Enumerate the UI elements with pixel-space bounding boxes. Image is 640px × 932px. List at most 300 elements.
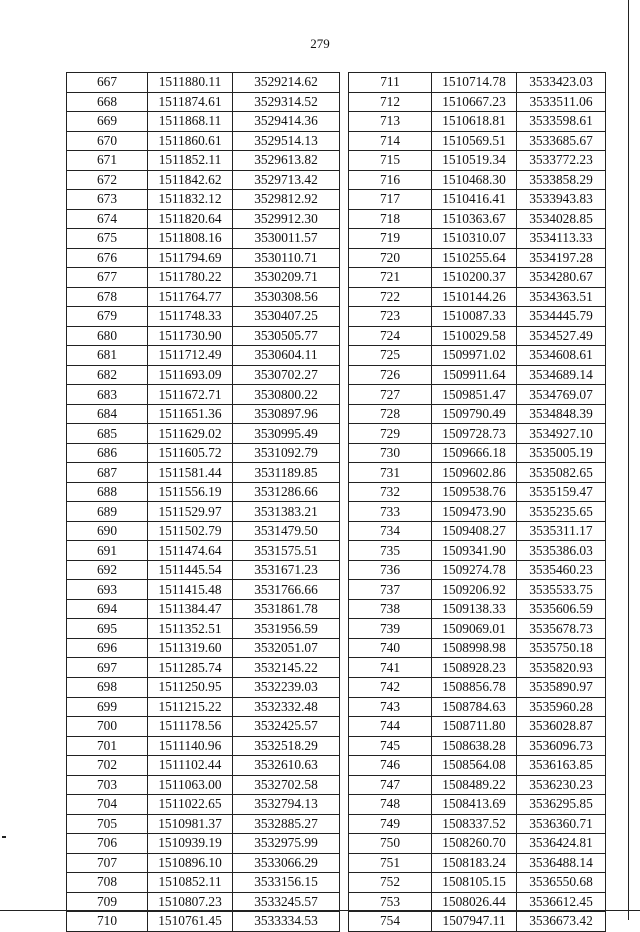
point-number-cell: 744 (349, 717, 432, 737)
point-number-cell: 688 (67, 482, 148, 502)
table-row (349, 209, 606, 229)
y-coordinate-cell: 3530110.71 (233, 248, 340, 268)
point-number-cell: 737 (349, 580, 432, 600)
point-number-cell: 677 (67, 268, 148, 288)
table-row (67, 346, 340, 366)
y-coordinate-cell: 3530505.77 (233, 326, 340, 346)
y-coordinate-cell: 3531479.50 (233, 521, 340, 541)
x-coordinate-cell: 1511556.19 (148, 482, 233, 502)
point-number-cell: 702 (67, 756, 148, 776)
coordinates-table-left (66, 72, 340, 932)
table-row (349, 892, 606, 912)
y-coordinate-cell: 3530209.71 (233, 268, 340, 288)
point-number-cell: 694 (67, 599, 148, 619)
point-number-cell: 693 (67, 580, 148, 600)
y-coordinate-cell: 3534848.39 (517, 404, 606, 424)
y-coordinate-cell: 3531189.85 (233, 463, 340, 483)
y-coordinate-cell: 3531956.59 (233, 619, 340, 639)
x-coordinate-cell: 1511474.64 (148, 541, 233, 561)
y-coordinate-cell: 3530011.57 (233, 229, 340, 249)
y-coordinate-cell: 3536550.68 (517, 873, 606, 893)
table-row (349, 658, 606, 678)
table-row (67, 209, 340, 229)
x-coordinate-cell: 1509473.90 (432, 502, 517, 522)
point-number-cell: 716 (349, 170, 432, 190)
point-number-cell: 722 (349, 287, 432, 307)
scan-edge-line-right (628, 0, 629, 920)
table-row (67, 443, 340, 463)
point-number-cell: 669 (67, 112, 148, 132)
table-row (67, 404, 340, 424)
point-number-cell: 743 (349, 697, 432, 717)
x-coordinate-cell: 1511285.74 (148, 658, 233, 678)
x-coordinate-cell: 1511730.90 (148, 326, 233, 346)
y-coordinate-cell: 3530702.27 (233, 365, 340, 385)
point-number-cell: 707 (67, 853, 148, 873)
y-coordinate-cell: 3535082.65 (517, 463, 606, 483)
y-coordinate-cell: 3532425.57 (233, 717, 340, 737)
table-row (349, 190, 606, 210)
point-number-cell: 690 (67, 521, 148, 541)
table-row (349, 814, 606, 834)
x-coordinate-cell: 1511140.96 (148, 736, 233, 756)
y-coordinate-cell: 3529812.92 (233, 190, 340, 210)
point-number-cell: 730 (349, 443, 432, 463)
table-row (67, 814, 340, 834)
table-row (349, 73, 606, 93)
point-number-cell: 673 (67, 190, 148, 210)
y-coordinate-cell: 3534769.07 (517, 385, 606, 405)
x-coordinate-cell: 1510029.58 (432, 326, 517, 346)
point-number-cell: 736 (349, 560, 432, 580)
y-coordinate-cell: 3532885.27 (233, 814, 340, 834)
y-coordinate-cell: 3533943.83 (517, 190, 606, 210)
x-coordinate-cell: 1509341.90 (432, 541, 517, 561)
point-number-cell: 684 (67, 404, 148, 424)
x-coordinate-cell: 1510852.11 (148, 873, 233, 893)
table-row (349, 482, 606, 502)
point-number-cell: 725 (349, 346, 432, 366)
table-row (67, 229, 340, 249)
table-row (349, 560, 606, 580)
y-coordinate-cell: 3536612.45 (517, 892, 606, 912)
y-coordinate-cell: 3533685.67 (517, 131, 606, 151)
table-row (67, 131, 340, 151)
x-coordinate-cell: 1510569.51 (432, 131, 517, 151)
table-row (67, 502, 340, 522)
table-row (67, 521, 340, 541)
point-number-cell: 740 (349, 638, 432, 658)
y-coordinate-cell: 3530308.56 (233, 287, 340, 307)
table-row (349, 463, 606, 483)
point-number-cell: 689 (67, 502, 148, 522)
table-row (349, 443, 606, 463)
point-number-cell: 717 (349, 190, 432, 210)
table-row (67, 892, 340, 912)
point-number-cell: 697 (67, 658, 148, 678)
table-row (349, 502, 606, 522)
table-row (349, 365, 606, 385)
x-coordinate-cell: 1509911.64 (432, 365, 517, 385)
table-row (349, 229, 606, 249)
y-coordinate-cell: 3529514.13 (233, 131, 340, 151)
point-number-cell: 670 (67, 131, 148, 151)
table-row (67, 756, 340, 776)
x-coordinate-cell: 1509971.02 (432, 346, 517, 366)
y-coordinate-cell: 3531092.79 (233, 443, 340, 463)
x-coordinate-cell: 1508413.69 (432, 795, 517, 815)
table-row (349, 287, 606, 307)
table-row (67, 287, 340, 307)
table-row (349, 619, 606, 639)
x-coordinate-cell: 1511672.71 (148, 385, 233, 405)
point-number-cell: 682 (67, 365, 148, 385)
table-row (67, 795, 340, 815)
x-coordinate-cell: 1508856.78 (432, 677, 517, 697)
x-coordinate-cell: 1511352.51 (148, 619, 233, 639)
y-coordinate-cell: 3532332.48 (233, 697, 340, 717)
y-coordinate-cell: 3536488.14 (517, 853, 606, 873)
x-coordinate-cell: 1510310.07 (432, 229, 517, 249)
x-coordinate-cell: 1508105.15 (432, 873, 517, 893)
table-row (349, 112, 606, 132)
table-row (67, 638, 340, 658)
x-coordinate-cell: 1511808.16 (148, 229, 233, 249)
page-number: 279 (310, 36, 330, 51)
x-coordinate-cell: 1509206.92 (432, 580, 517, 600)
table-row (67, 717, 340, 737)
table-row (349, 248, 606, 268)
point-number-cell: 704 (67, 795, 148, 815)
y-coordinate-cell: 3534689.14 (517, 365, 606, 385)
point-number-cell: 748 (349, 795, 432, 815)
y-coordinate-cell: 3532610.63 (233, 756, 340, 776)
y-coordinate-cell: 3532518.29 (233, 736, 340, 756)
x-coordinate-cell: 1510255.64 (432, 248, 517, 268)
point-number-cell: 706 (67, 834, 148, 854)
table-row (349, 131, 606, 151)
x-coordinate-cell: 1511629.02 (148, 424, 233, 444)
y-coordinate-cell: 3534280.67 (517, 268, 606, 288)
table-row (349, 677, 606, 697)
table-row (349, 638, 606, 658)
y-coordinate-cell: 3529613.82 (233, 151, 340, 171)
x-coordinate-cell: 1508711.80 (432, 717, 517, 737)
table-row (67, 385, 340, 405)
y-coordinate-cell: 3535750.18 (517, 638, 606, 658)
table-row (349, 795, 606, 815)
x-coordinate-cell: 1507947.11 (432, 912, 517, 932)
table-row (67, 560, 340, 580)
point-number-cell: 705 (67, 814, 148, 834)
y-coordinate-cell: 3534113.33 (517, 229, 606, 249)
point-number-cell: 667 (67, 73, 148, 93)
point-number-cell: 731 (349, 463, 432, 483)
point-number-cell: 753 (349, 892, 432, 912)
y-coordinate-cell: 3535311.17 (517, 521, 606, 541)
y-coordinate-cell: 3534197.28 (517, 248, 606, 268)
point-number-cell: 719 (349, 229, 432, 249)
point-number-cell: 680 (67, 326, 148, 346)
x-coordinate-cell: 1509851.47 (432, 385, 517, 405)
table-row (349, 541, 606, 561)
y-coordinate-cell: 3531861.78 (233, 599, 340, 619)
table-row (67, 92, 340, 112)
point-number-cell: 678 (67, 287, 148, 307)
x-coordinate-cell: 1510761.45 (148, 912, 233, 932)
x-coordinate-cell: 1511445.54 (148, 560, 233, 580)
y-coordinate-cell: 3531766.66 (233, 580, 340, 600)
x-coordinate-cell: 1508489.22 (432, 775, 517, 795)
y-coordinate-cell: 3536163.85 (517, 756, 606, 776)
x-coordinate-cell: 1511842.62 (148, 170, 233, 190)
y-coordinate-cell: 3532145.22 (233, 658, 340, 678)
y-coordinate-cell: 3534608.61 (517, 346, 606, 366)
table-row (67, 482, 340, 502)
y-coordinate-cell: 3533858.29 (517, 170, 606, 190)
y-coordinate-cell: 3530800.22 (233, 385, 340, 405)
point-number-cell: 738 (349, 599, 432, 619)
y-coordinate-cell: 3529713.42 (233, 170, 340, 190)
table-row (67, 541, 340, 561)
x-coordinate-cell: 1511880.11 (148, 73, 233, 93)
point-number-cell: 679 (67, 307, 148, 327)
x-coordinate-cell: 1511178.56 (148, 717, 233, 737)
y-coordinate-cell: 3536360.71 (517, 814, 606, 834)
y-coordinate-cell: 3536230.23 (517, 775, 606, 795)
point-number-cell: 687 (67, 463, 148, 483)
x-coordinate-cell: 1510981.37 (148, 814, 233, 834)
table-row (67, 775, 340, 795)
x-coordinate-cell: 1508928.23 (432, 658, 517, 678)
table-row (349, 697, 606, 717)
y-coordinate-cell: 3533066.29 (233, 853, 340, 873)
x-coordinate-cell: 1508638.28 (432, 736, 517, 756)
y-coordinate-cell: 3532702.58 (233, 775, 340, 795)
x-coordinate-cell: 1510939.19 (148, 834, 233, 854)
point-number-cell: 699 (67, 697, 148, 717)
point-number-cell: 714 (349, 131, 432, 151)
point-number-cell: 672 (67, 170, 148, 190)
point-number-cell: 727 (349, 385, 432, 405)
point-number-cell: 724 (349, 326, 432, 346)
x-coordinate-cell: 1509408.27 (432, 521, 517, 541)
point-number-cell: 695 (67, 619, 148, 639)
point-number-cell: 735 (349, 541, 432, 561)
table-row (67, 853, 340, 873)
x-coordinate-cell: 1509274.78 (432, 560, 517, 580)
point-number-cell: 698 (67, 677, 148, 697)
x-coordinate-cell: 1511605.72 (148, 443, 233, 463)
x-coordinate-cell: 1511384.47 (148, 599, 233, 619)
point-number-cell: 674 (67, 209, 148, 229)
y-coordinate-cell: 3535606.59 (517, 599, 606, 619)
table-row (349, 268, 606, 288)
point-number-cell: 752 (349, 873, 432, 893)
table-row (349, 873, 606, 893)
y-coordinate-cell: 3534527.49 (517, 326, 606, 346)
x-coordinate-cell: 1511022.65 (148, 795, 233, 815)
x-coordinate-cell: 1511780.22 (148, 268, 233, 288)
x-coordinate-cell: 1509602.86 (432, 463, 517, 483)
table-row (67, 658, 340, 678)
x-coordinate-cell: 1510200.37 (432, 268, 517, 288)
point-number-cell: 749 (349, 814, 432, 834)
x-coordinate-cell: 1511250.95 (148, 677, 233, 697)
x-coordinate-cell: 1511502.79 (148, 521, 233, 541)
table-row (349, 326, 606, 346)
y-coordinate-cell: 3536295.85 (517, 795, 606, 815)
x-coordinate-cell: 1508784.63 (432, 697, 517, 717)
table-row (349, 834, 606, 854)
x-coordinate-cell: 1511712.49 (148, 346, 233, 366)
y-coordinate-cell: 3532794.13 (233, 795, 340, 815)
point-number-cell: 729 (349, 424, 432, 444)
x-coordinate-cell: 1508337.52 (432, 814, 517, 834)
point-number-cell: 683 (67, 385, 148, 405)
x-coordinate-cell: 1510714.78 (432, 73, 517, 93)
point-number-cell: 733 (349, 502, 432, 522)
table-row (349, 346, 606, 366)
table-row (349, 912, 606, 932)
point-number-cell: 696 (67, 638, 148, 658)
y-coordinate-cell: 3536096.73 (517, 736, 606, 756)
point-number-cell: 728 (349, 404, 432, 424)
x-coordinate-cell: 1511820.64 (148, 209, 233, 229)
x-coordinate-cell: 1511215.22 (148, 697, 233, 717)
x-coordinate-cell: 1510363.67 (432, 209, 517, 229)
point-number-cell: 751 (349, 853, 432, 873)
y-coordinate-cell: 3531383.21 (233, 502, 340, 522)
point-number-cell: 668 (67, 92, 148, 112)
table-row (67, 619, 340, 639)
point-number-cell: 692 (67, 560, 148, 580)
x-coordinate-cell: 1511529.97 (148, 502, 233, 522)
x-coordinate-cell: 1509790.49 (432, 404, 517, 424)
table-row (349, 853, 606, 873)
table-row (67, 834, 340, 854)
y-coordinate-cell: 3535386.03 (517, 541, 606, 561)
point-number-cell: 747 (349, 775, 432, 795)
scan-edge-line-bottom (0, 910, 640, 911)
x-coordinate-cell: 1511794.69 (148, 248, 233, 268)
x-coordinate-cell: 1510087.33 (432, 307, 517, 327)
x-coordinate-cell: 1510667.23 (432, 92, 517, 112)
point-number-cell: 732 (349, 482, 432, 502)
x-coordinate-cell: 1508183.24 (432, 853, 517, 873)
y-coordinate-cell: 3534927.10 (517, 424, 606, 444)
point-number-cell: 754 (349, 912, 432, 932)
y-coordinate-cell: 3533772.23 (517, 151, 606, 171)
point-number-cell: 711 (349, 73, 432, 93)
x-coordinate-cell: 1511415.48 (148, 580, 233, 600)
table-row (67, 599, 340, 619)
y-coordinate-cell: 3535890.97 (517, 677, 606, 697)
x-coordinate-cell: 1510468.30 (432, 170, 517, 190)
table-row (349, 170, 606, 190)
y-coordinate-cell: 3536673.42 (517, 912, 606, 932)
point-number-cell: 712 (349, 92, 432, 112)
point-number-cell: 718 (349, 209, 432, 229)
point-number-cell: 700 (67, 717, 148, 737)
y-coordinate-cell: 3533598.61 (517, 112, 606, 132)
table-row (67, 151, 340, 171)
y-coordinate-cell: 3531671.23 (233, 560, 340, 580)
table-row (67, 268, 340, 288)
table-row (67, 170, 340, 190)
table-row (349, 424, 606, 444)
x-coordinate-cell: 1508564.08 (432, 756, 517, 776)
table-row (67, 463, 340, 483)
y-coordinate-cell: 3533245.57 (233, 892, 340, 912)
table-row (349, 717, 606, 737)
table-row (67, 73, 340, 93)
x-coordinate-cell: 1511693.09 (148, 365, 233, 385)
y-coordinate-cell: 3532975.99 (233, 834, 340, 854)
point-number-cell: 715 (349, 151, 432, 171)
table-row (67, 190, 340, 210)
point-number-cell: 746 (349, 756, 432, 776)
y-coordinate-cell: 3530897.96 (233, 404, 340, 424)
y-coordinate-cell: 3529314.52 (233, 92, 340, 112)
y-coordinate-cell: 3531575.51 (233, 541, 340, 561)
y-coordinate-cell: 3533511.06 (517, 92, 606, 112)
y-coordinate-cell: 3535235.65 (517, 502, 606, 522)
table-row (67, 912, 340, 932)
point-number-cell: 720 (349, 248, 432, 268)
point-number-cell: 750 (349, 834, 432, 854)
table-row (67, 424, 340, 444)
y-coordinate-cell: 3535533.75 (517, 580, 606, 600)
table-row (349, 580, 606, 600)
x-coordinate-cell: 1511319.60 (148, 638, 233, 658)
table-row (67, 580, 340, 600)
x-coordinate-cell: 1510896.10 (148, 853, 233, 873)
y-coordinate-cell: 3535678.73 (517, 619, 606, 639)
table-row (349, 385, 606, 405)
point-number-cell: 691 (67, 541, 148, 561)
x-coordinate-cell: 1509538.76 (432, 482, 517, 502)
x-coordinate-cell: 1511748.33 (148, 307, 233, 327)
y-coordinate-cell: 3529414.36 (233, 112, 340, 132)
y-coordinate-cell: 3531286.66 (233, 482, 340, 502)
point-number-cell: 742 (349, 677, 432, 697)
point-number-cell: 726 (349, 365, 432, 385)
point-number-cell: 676 (67, 248, 148, 268)
table-row (349, 736, 606, 756)
x-coordinate-cell: 1509728.73 (432, 424, 517, 444)
x-coordinate-cell: 1510807.23 (148, 892, 233, 912)
y-coordinate-cell: 3536424.81 (517, 834, 606, 854)
x-coordinate-cell: 1511868.11 (148, 112, 233, 132)
point-number-cell: 671 (67, 151, 148, 171)
y-coordinate-cell: 3529214.62 (233, 73, 340, 93)
point-number-cell: 675 (67, 229, 148, 249)
point-number-cell: 745 (349, 736, 432, 756)
y-coordinate-cell: 3534445.79 (517, 307, 606, 327)
x-coordinate-cell: 1509069.01 (432, 619, 517, 639)
point-number-cell: 713 (349, 112, 432, 132)
x-coordinate-cell: 1511651.36 (148, 404, 233, 424)
point-number-cell: 681 (67, 346, 148, 366)
y-coordinate-cell: 3533334.53 (233, 912, 340, 932)
y-coordinate-cell: 3534028.85 (517, 209, 606, 229)
y-coordinate-cell: 3533423.03 (517, 73, 606, 93)
point-number-cell: 710 (67, 912, 148, 932)
x-coordinate-cell: 1508998.98 (432, 638, 517, 658)
table-row (67, 697, 340, 717)
table-row (67, 365, 340, 385)
